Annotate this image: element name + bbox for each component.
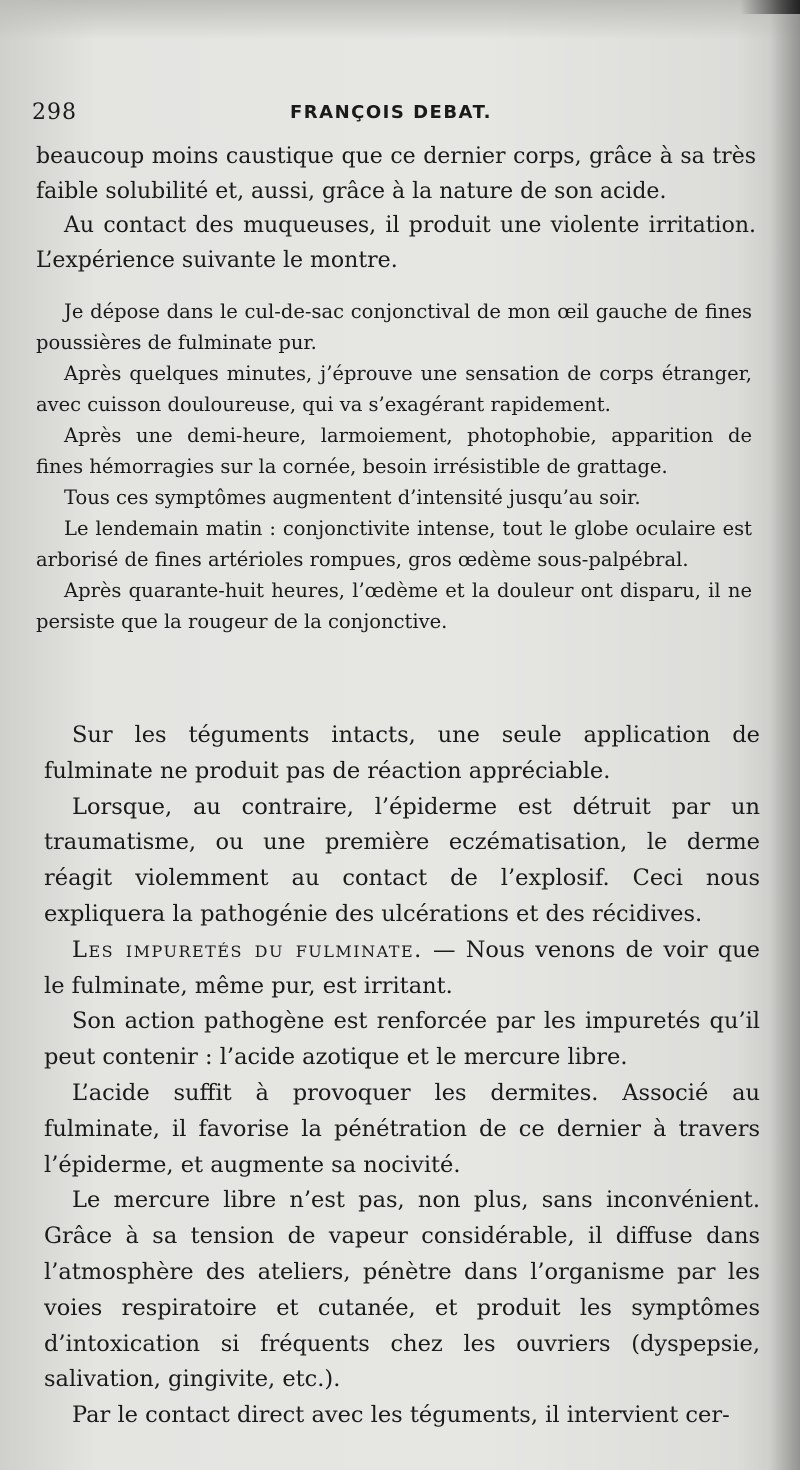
page-top-shadow <box>0 0 800 40</box>
body-text <box>44 718 760 1434</box>
paragraph: Par le contact direct avec les téguments, il intervient cer- <box>72 1402 730 1429</box>
experiment-text <box>36 296 752 637</box>
intro-text <box>36 140 756 278</box>
paragraph: beaucoup moins caustique que ce dernier corps, grâce à sa très faible solubilité et, aussi, grâce à la nature de son acide. <box>36 144 756 204</box>
experiment-paragraph: Après une demi-heure, larmoiement, photophobie, apparition de fines hémorragies sur la cornée, besoin irrésistible de grattage. <box>36 424 752 478</box>
experiment-paragraph: Après quelques minutes, j’éprouve une sensation de corps étranger, avec cuisson douloureuse, qui va s’exagérant rapidement. <box>36 362 752 416</box>
paragraph: Sur les téguments intacts, une seule application de fulminate ne produit pas de réaction appréciable. <box>44 722 760 784</box>
paragraph: Son action pathogène est renforcée par les impuretés qu’il peut contenir : l’acide azotique et le mercure libre. <box>44 1008 760 1071</box>
page-corner-shadow <box>740 0 800 14</box>
paragraph: Le mercure libre n’est pas, non plus, sans inconvénient. Grâce à sa tension de vapeur considérable, il diffuse dans l’atmosphère des ateliers, pénètre dans l’organisme par les voies respiratoire et cutanée, et produit les symptômes d’intoxication si fréquents chez les ouvriers (dyspepsie, salivation, gingivite, etc.). <box>44 1187 760 1393</box>
paragraph: Lorsque, au contraire, l’épiderme est détruit par un traumatisme, ou une première eczématisation, le derme réagit violemment au contact de l’explosif. Ceci nous expliquera la pathogénie des ulcérations et des récidives. <box>44 793 760 927</box>
paragraph <box>44 933 760 1005</box>
section-heading-text: — Nous venons de voir que le fulminate, même pur, est irritant. <box>44 936 760 999</box>
paragraph: Au contact des muqueuses, il produit une violente irritation. L’expérience suivante le montre. <box>36 213 756 273</box>
experiment-paragraph: Après quarante-huit heures, l’œdème et la douleur ont disparu, il ne persiste que la rougeur de la conjonctive. <box>36 579 752 633</box>
experiment-paragraph: Je dépose dans le cul-de-sac conjonctival de mon œil gauche de fines poussières de fulminate pur. <box>36 300 752 354</box>
section-heading: Les impuretés du fulminate. <box>72 936 423 963</box>
page-right-shadow <box>770 0 800 1470</box>
experiment-paragraph: Tous ces symptômes augmentent d’intensité jusqu’au soir. <box>64 486 641 509</box>
paragraph: L’acide suffit à provoquer les dermites. Associé au fulminate, il favorise la pénétration de ce dernier à travers l’épiderme, et augmente sa nocivité. <box>44 1079 760 1178</box>
experiment-paragraph: Le lendemain matin : conjonctivite intense, tout le globe oculaire est arborisé de fines artérioles rompues, gros œdème sous-palpébral. <box>36 517 752 571</box>
page-header <box>32 100 752 134</box>
running-title: FRANÇOIS DEBAT. <box>290 102 492 123</box>
page-number: 298 <box>32 100 77 125</box>
